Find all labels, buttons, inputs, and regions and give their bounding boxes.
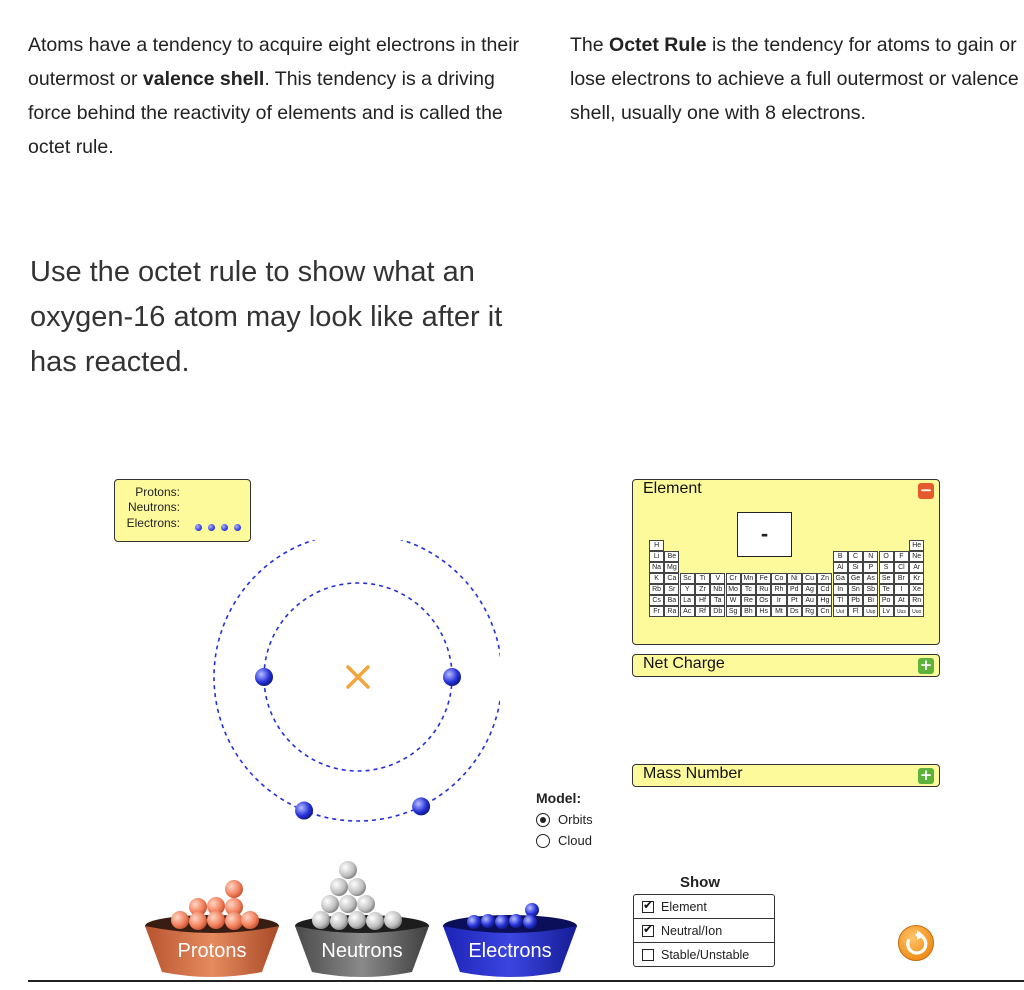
periodic-table-cell: Ge — [848, 573, 863, 584]
periodic-table-cell: Si — [848, 562, 863, 573]
periodic-table-cell: Li — [649, 551, 664, 562]
periodic-table-cell: Rb — [649, 584, 664, 595]
periodic-table-cell: Cl — [894, 562, 909, 573]
periodic-table-cell: Ir — [771, 595, 786, 606]
protons-bucket-label: Protons — [177, 940, 247, 962]
periodic-table-cell: Ru — [756, 584, 771, 595]
periodic-table-cell: As — [863, 573, 878, 584]
periodic-table-cell: Zn — [817, 573, 832, 584]
periodic-table-cell: Sn — [848, 584, 863, 595]
periodic-table-cell: Zr — [695, 584, 710, 595]
inner-shell-electron[interactable] — [255, 668, 273, 686]
outer-shell-electron[interactable] — [295, 802, 313, 820]
periodic-table-cell: Na — [649, 562, 664, 573]
periodic-table-cell: F — [894, 551, 909, 562]
intro-left-text-2: . This tendency is a driving force behind the reactivity of elements and is called the octet rule. — [28, 68, 503, 158]
model-option-cloud[interactable] — [536, 830, 593, 851]
expand-net-charge-button[interactable]: + — [919, 656, 933, 674]
periodic-table-cell: Ba — [664, 595, 679, 606]
atom-orbit-view[interactable] — [200, 540, 500, 850]
cloud-label: Cloud — [558, 833, 592, 848]
outer-shell-electron[interactable] — [412, 797, 430, 815]
periodic-table-cell: Cs — [649, 595, 664, 606]
reset-button[interactable] — [898, 925, 934, 961]
neutrons-count-label: Neutrons: — [127, 500, 180, 514]
periodic-table-cell: Db — [710, 606, 725, 617]
periodic-table-cell: Se — [879, 573, 894, 584]
orbits-radio[interactable] — [536, 813, 550, 827]
periodic-table-cell: K — [649, 573, 664, 584]
periodic-table-cell: Ga — [833, 573, 848, 584]
electron-count-dot — [208, 524, 215, 531]
periodic-table-cell: Cd — [817, 584, 832, 595]
periodic-table-cell: At — [894, 595, 909, 606]
periodic-table-cell: Uuo — [909, 606, 924, 617]
inner-shell-electron[interactable] — [443, 668, 461, 686]
periodic-table-cell: Hf — [695, 595, 710, 606]
intro-right-text-1: The — [570, 34, 610, 56]
stable-unstable-option-label: Stable/Unstable — [661, 948, 750, 962]
mass-number-panel — [632, 764, 940, 787]
periodic-table-cell: He — [909, 540, 924, 551]
element-symbol-display: - — [737, 512, 792, 557]
collapse-element-button[interactable]: − — [919, 481, 933, 499]
periodic-table-cell: Sb — [863, 584, 878, 595]
intro-paragraph-left — [28, 28, 533, 164]
periodic-table-cell: Mo — [726, 584, 741, 595]
periodic-table-cell: Ds — [787, 606, 802, 617]
periodic-table-cell: Nb — [710, 584, 725, 595]
nucleus-x-marker[interactable] — [348, 667, 368, 687]
electron-pile[interactable] — [467, 903, 539, 929]
periodic-table-cell: Fr — [649, 606, 664, 617]
periodic-table-cell: Bi — [863, 595, 878, 606]
periodic-table-cell: Hs — [756, 606, 771, 617]
periodic-table-cell: Cn — [817, 606, 832, 617]
periodic-table-cell: Au — [802, 595, 817, 606]
periodic-table-cell: Os — [756, 595, 771, 606]
particle-buckets — [140, 850, 740, 990]
periodic-table-cell: C — [848, 551, 863, 562]
periodic-table-cell: S — [879, 562, 894, 573]
expand-mass-number-button[interactable]: + — [919, 766, 933, 784]
cloud-radio[interactable] — [536, 834, 550, 848]
periodic-table-cell: H — [649, 540, 664, 551]
periodic-table-cell: Fl — [848, 606, 863, 617]
electron-count-dot — [221, 524, 228, 531]
element-option-label: Element — [661, 899, 707, 914]
intro-left-text-1: Atoms have a tendency to acquire eight electrons in their outermost or — [28, 34, 520, 90]
periodic-table-cell: Ti — [695, 573, 710, 584]
periodic-table-cell: Ra — [664, 606, 679, 617]
periodic-table-cell: In — [833, 584, 848, 595]
periodic-table-cell: Lv — [879, 606, 894, 617]
periodic-table-cell: B — [833, 551, 848, 562]
periodic-table-cell: Po — [879, 595, 894, 606]
periodic-table-cell: Mn — [741, 573, 756, 584]
periodic-table-cell: Kr — [909, 573, 924, 584]
show-title: Show — [680, 874, 720, 891]
periodic-table-cell: P — [863, 562, 878, 573]
periodic-table-cell: Tc — [741, 584, 756, 595]
periodic-table-cell: I — [894, 584, 909, 595]
model-selector — [536, 790, 593, 851]
neutrons-bucket[interactable] — [295, 861, 429, 977]
periodic-table-cell: Cr — [726, 573, 741, 584]
periodic-table-cell: Ni — [787, 573, 802, 584]
periodic-table-cell: Br — [894, 573, 909, 584]
intro-left-bold: valence shell — [142, 68, 265, 90]
element-panel — [632, 479, 940, 645]
periodic-table-cell: N — [863, 551, 878, 562]
net-charge-panel — [632, 654, 940, 677]
model-title: Model: — [536, 790, 582, 806]
periodic-table-cell: V — [710, 573, 725, 584]
periodic-table-cell: Tl — [833, 595, 848, 606]
electron-count-dot — [234, 524, 241, 531]
periodic-table-cell: Uup — [863, 606, 878, 617]
periodic-table-cell: Cu — [802, 573, 817, 584]
particle-count-box — [114, 479, 251, 542]
periodic-table-cell: Uut — [833, 606, 848, 617]
periodic-table-cell: Al — [833, 562, 848, 573]
periodic-table-cell: Co — [771, 573, 786, 584]
periodic-table-cell: Mt — [771, 606, 786, 617]
reset-icon — [899, 926, 935, 962]
periodic-table-cell: Rn — [909, 595, 924, 606]
periodic-table-cell: Sr — [664, 584, 679, 595]
periodic-table-cell: Sg — [726, 606, 741, 617]
electrons-bucket[interactable] — [443, 903, 577, 977]
build-an-atom-sim — [0, 470, 1024, 982]
protons-count-label: Protons: — [135, 485, 180, 499]
periodic-table-cell: Uus — [894, 606, 909, 617]
periodic-table-cell: W — [726, 595, 741, 606]
periodic-table-cell: Rf — [695, 606, 710, 617]
neutron-pile[interactable] — [312, 861, 402, 930]
protons-bucket[interactable] — [145, 880, 279, 977]
electrons-count-label: Electrons: — [126, 516, 180, 530]
model-option-orbits[interactable] — [536, 809, 593, 830]
periodic-table-cell: O — [879, 551, 894, 562]
net-charge-title: Net Charge — [643, 655, 725, 672]
periodic-table-cell: Ta — [710, 595, 725, 606]
neutral-ion-option-label: Neutral/Ion — [661, 923, 723, 938]
intro-right-text-2: is the tendency for atoms to gain or lose electrons to achieve a full outermost or valence shell, usually one with 8 electrons. — [570, 34, 1019, 124]
periodic-table-cell: Xe — [909, 584, 924, 595]
periodic-table-cell: La — [680, 595, 695, 606]
intro-paragraph-right — [570, 28, 1022, 130]
orbits-label: Orbits — [558, 812, 593, 827]
intro-right-bold: Octet Rule — [609, 34, 707, 56]
periodic-table-cell: Ne — [909, 551, 924, 562]
periodic-table-cell: Pb — [848, 595, 863, 606]
mass-number-title: Mass Number — [643, 765, 743, 782]
periodic-table-cell: Rg — [802, 606, 817, 617]
periodic-table-cell: Pt — [787, 595, 802, 606]
periodic-table-cell: Sc — [680, 573, 695, 584]
electron-count-dot — [195, 524, 202, 531]
electrons-bucket-label: Electrons — [468, 940, 552, 962]
periodic-table-cell: Pd — [787, 584, 802, 595]
periodic-table-cell: Re — [741, 595, 756, 606]
neutrons-bucket-label: Neutrons — [321, 940, 403, 962]
periodic-table-cell: Hg — [817, 595, 832, 606]
element-panel-title: Element — [643, 480, 702, 497]
proton-pile[interactable] — [171, 880, 259, 930]
periodic-table-cell: Ac — [680, 606, 695, 617]
periodic-table-cell: Rh — [771, 584, 786, 595]
periodic-table-cell: Ca — [664, 573, 679, 584]
periodic-table-cell: Te — [879, 584, 894, 595]
periodic-table-cell: Ar — [909, 562, 924, 573]
periodic-table-cell: Y — [680, 584, 695, 595]
periodic-table-cell: Mg — [664, 562, 679, 573]
periodic-table-cell: Be — [664, 551, 679, 562]
periodic-table-cell: Fe — [756, 573, 771, 584]
question-prompt: Use the octet rule to show what an oxygen-16 atom may look like after it has reacted. — [30, 256, 503, 378]
periodic-table-cell: Ag — [802, 584, 817, 595]
periodic-table-cell: Bh — [741, 606, 756, 617]
